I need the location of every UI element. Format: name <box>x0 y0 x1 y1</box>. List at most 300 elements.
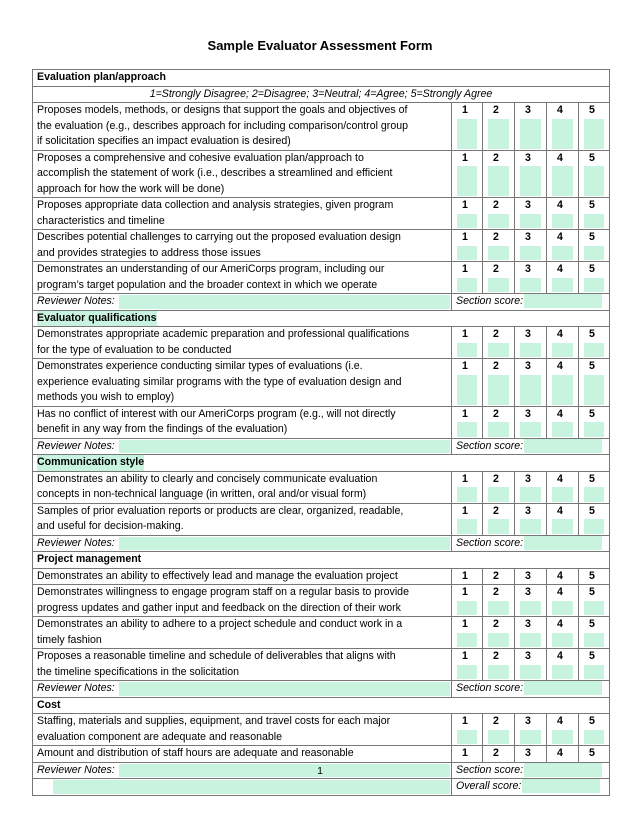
rating-option-1[interactable]: 1 <box>462 199 468 211</box>
rating-input-field[interactable] <box>457 375 477 405</box>
rating-option-2[interactable]: 2 <box>493 104 499 116</box>
rating-option-1[interactable]: 1 <box>462 151 468 164</box>
rating-option-2[interactable]: 2 <box>493 586 499 598</box>
rating-input-field[interactable] <box>457 422 477 437</box>
rating-option-3[interactable]: 3 <box>525 360 531 372</box>
rating-cell <box>547 585 579 617</box>
criterion-line: and provides strategies to address those issues <box>37 246 261 259</box>
rating-cell <box>579 150 610 198</box>
rating-cell <box>452 262 483 294</box>
rating-option-3[interactable]: 3 <box>525 231 531 243</box>
section-title: Communication style <box>37 455 144 471</box>
rating-cell <box>547 617 579 649</box>
rating-option-3[interactable]: 3 <box>525 569 531 582</box>
rating-option-5[interactable]: 5 <box>589 104 595 116</box>
rating-cell <box>579 103 610 151</box>
section-header-row <box>33 310 610 327</box>
rating-input-field[interactable] <box>520 246 541 261</box>
criterion-text <box>33 230 452 262</box>
rating-option-1[interactable]: 1 <box>462 504 468 517</box>
rating-cell <box>547 406 579 438</box>
section-score-field[interactable] <box>524 294 602 308</box>
rating-option-3[interactable]: 3 <box>525 650 531 662</box>
criterion-line: timely fashion <box>37 633 102 646</box>
rating-cell <box>579 714 610 746</box>
rating-cell <box>452 746 483 763</box>
rating-cell <box>515 327 547 359</box>
rating-cell <box>483 568 515 585</box>
rating-option-4[interactable]: 4 <box>557 199 563 211</box>
rating-input-field[interactable] <box>520 665 541 680</box>
criterion-line: Describes potential challenges to carrying out the proposed evaluation design <box>37 231 401 243</box>
rating-input-field[interactable] <box>520 730 541 745</box>
rating-option-1[interactable]: 1 <box>462 586 468 598</box>
rating-option-5[interactable]: 5 <box>589 328 595 340</box>
rating-option-3[interactable]: 3 <box>525 472 531 485</box>
rating-cell <box>483 406 515 438</box>
rating-option-5[interactable]: 5 <box>589 618 595 630</box>
rating-input-field[interactable] <box>488 375 509 405</box>
rating-input-field[interactable] <box>584 422 604 437</box>
rating-option-4[interactable]: 4 <box>557 104 563 116</box>
section-header-row <box>33 455 610 472</box>
rating-input-field[interactable] <box>584 730 604 745</box>
reviewer-notes-field[interactable] <box>119 295 450 309</box>
rating-input-field[interactable] <box>457 665 477 680</box>
rating-input-field[interactable] <box>520 633 541 648</box>
section-header-row <box>33 70 610 87</box>
rating-option-5[interactable]: 5 <box>589 231 595 243</box>
rating-input-field[interactable] <box>457 487 477 502</box>
rating-input-field[interactable] <box>457 601 477 616</box>
rating-option-2[interactable]: 2 <box>493 747 499 759</box>
rating-option-1[interactable]: 1 <box>462 747 468 759</box>
criterion-row <box>33 471 610 503</box>
rating-option-4[interactable]: 4 <box>557 618 563 630</box>
criterion-line: Demonstrates appropriate academic preparation and professional qualifications <box>37 328 410 340</box>
criterion-text <box>33 568 452 585</box>
rating-cell <box>452 617 483 649</box>
rating-input-field[interactable] <box>584 601 604 616</box>
criterion-line: approach for how the work will be done) <box>37 182 225 195</box>
rating-input-field[interactable] <box>520 422 541 437</box>
rating-cell <box>483 327 515 359</box>
section-header-row <box>33 697 610 714</box>
rating-option-5[interactable]: 5 <box>589 504 595 517</box>
rating-input-field[interactable] <box>520 214 541 229</box>
rating-cell <box>452 359 483 407</box>
criterion-line: the evaluation (e.g., describes approach for including comparison/control group <box>37 119 408 132</box>
rating-option-1[interactable]: 1 <box>462 360 468 372</box>
section-header-row <box>33 552 610 569</box>
rating-option-2[interactable]: 2 <box>493 472 499 485</box>
rating-input-field[interactable] <box>488 730 509 745</box>
reviewer-notes-field[interactable] <box>119 537 450 551</box>
rating-input-field[interactable] <box>584 665 604 680</box>
rating-option-4[interactable]: 4 <box>557 407 563 420</box>
rating-cell <box>515 585 547 617</box>
rating-cell <box>515 198 547 230</box>
rating-cell <box>547 503 579 535</box>
rating-option-2[interactable]: 2 <box>493 328 499 340</box>
rating-option-3[interactable]: 3 <box>525 586 531 598</box>
rating-option-2[interactable]: 2 <box>493 618 499 630</box>
rating-cell <box>515 746 547 763</box>
rating-cell <box>483 714 515 746</box>
rating-input-field[interactable] <box>552 214 573 229</box>
rating-option-5[interactable]: 5 <box>589 650 595 662</box>
criterion-row <box>33 746 610 763</box>
rating-cell <box>515 714 547 746</box>
criterion-line: methods you wish to employ) <box>37 391 175 403</box>
rating-input-field[interactable] <box>457 343 477 358</box>
rating-cell <box>547 327 579 359</box>
rating-input-field[interactable] <box>552 278 573 293</box>
criterion-line: if solicitation specifies an impact evaluation is desired) <box>37 135 291 147</box>
rating-option-3[interactable]: 3 <box>525 263 531 275</box>
rating-input-field[interactable] <box>520 166 541 196</box>
rating-input-field[interactable] <box>584 278 604 293</box>
rating-cell <box>452 230 483 262</box>
rating-cell <box>483 617 515 649</box>
rating-option-2[interactable]: 2 <box>493 504 499 517</box>
rating-option-5[interactable]: 5 <box>589 151 595 164</box>
rating-option-5[interactable]: 5 <box>589 472 595 485</box>
rating-option-4[interactable]: 4 <box>557 328 563 340</box>
rating-option-1[interactable]: 1 <box>462 569 468 582</box>
rating-input-field[interactable] <box>552 375 573 405</box>
page-number: 1 <box>317 765 323 777</box>
rating-option-1[interactable]: 1 <box>462 263 468 275</box>
reviewer-notes-field[interactable] <box>119 440 450 454</box>
rating-input-field[interactable] <box>552 730 573 745</box>
rating-input-field[interactable] <box>488 246 509 261</box>
section-score-field[interactable] <box>524 439 602 453</box>
rating-option-2[interactable]: 2 <box>493 715 499 727</box>
criterion-text <box>33 359 452 407</box>
rating-option-2[interactable]: 2 <box>493 569 499 582</box>
rating-input-field[interactable] <box>457 246 477 261</box>
criterion-line: progress updates and gather input and feedback on the direction of their work <box>37 601 401 614</box>
rating-input-field[interactable] <box>552 633 573 648</box>
rating-cell <box>579 585 610 617</box>
rating-cell <box>452 198 483 230</box>
rating-cell <box>547 746 579 763</box>
rating-input-field[interactable] <box>552 166 573 196</box>
rating-option-3[interactable]: 3 <box>525 715 531 727</box>
reviewer-notes-label: Reviewer Notes: <box>37 295 115 307</box>
criterion-line: Proposes models, methods, or designs that support the goals and objectives of <box>37 104 408 116</box>
rating-input-field[interactable] <box>552 665 573 680</box>
rating-cell <box>579 503 610 535</box>
criterion-row <box>33 262 610 294</box>
rating-cell <box>515 503 547 535</box>
rating-input-field[interactable] <box>552 343 573 358</box>
rating-cell <box>547 262 579 294</box>
section-score-label: Section score: <box>456 295 524 307</box>
rating-input-field[interactable] <box>520 375 541 405</box>
rating-input-field[interactable] <box>520 487 541 502</box>
criterion-line: Demonstrates an ability to clearly and concisely communicate evaluation <box>37 472 378 485</box>
criterion-row <box>33 230 610 262</box>
criterion-row <box>33 327 610 359</box>
rating-cell <box>483 198 515 230</box>
rating-option-5[interactable]: 5 <box>589 360 595 372</box>
criterion-text <box>33 471 452 503</box>
criterion-text <box>33 649 452 681</box>
criterion-text <box>33 103 452 151</box>
rating-input-field[interactable] <box>584 214 604 229</box>
rating-option-3[interactable]: 3 <box>525 504 531 517</box>
rating-cell <box>547 150 579 198</box>
rating-option-4[interactable]: 4 <box>557 504 563 517</box>
rating-input-field[interactable] <box>520 519 541 534</box>
rating-cell <box>515 568 547 585</box>
criterion-row <box>33 585 610 617</box>
overall-notes-field[interactable] <box>53 780 450 794</box>
rating-option-5[interactable]: 5 <box>589 569 595 582</box>
rating-input-field[interactable] <box>584 166 604 196</box>
rating-option-2[interactable]: 2 <box>493 231 499 243</box>
reviewer-notes-row <box>33 681 610 698</box>
criterion-line: Samples of prior evaluation reports or products are clear, organized, readable, <box>37 504 404 517</box>
rating-input-field[interactable] <box>457 214 477 229</box>
rating-cell <box>483 359 515 407</box>
overall-score-row <box>33 779 610 796</box>
section-title: Evaluator qualifications <box>37 311 157 327</box>
criterion-row <box>33 617 610 649</box>
rating-input-field[interactable] <box>584 119 604 149</box>
rating-input-field[interactable] <box>584 343 604 358</box>
criterion-text <box>33 617 452 649</box>
rating-input-field[interactable] <box>488 214 509 229</box>
rating-cell <box>452 103 483 151</box>
rating-option-5[interactable]: 5 <box>589 747 595 759</box>
rating-option-5[interactable]: 5 <box>589 407 595 420</box>
criterion-line: Staffing, materials and supplies, equipment, and travel costs for each major <box>37 715 391 727</box>
criterion-line: program’s target population and the broader context in which we operate <box>37 278 378 291</box>
rating-cell <box>483 585 515 617</box>
section-title: Project management <box>37 553 142 565</box>
rating-input-field[interactable] <box>457 519 477 534</box>
rating-option-2[interactable]: 2 <box>493 263 499 275</box>
rating-option-4[interactable]: 4 <box>557 360 563 372</box>
rating-input-field[interactable] <box>584 633 604 648</box>
rating-cell <box>547 649 579 681</box>
rating-cell <box>515 359 547 407</box>
rating-option-1[interactable]: 1 <box>462 650 468 662</box>
rating-input-field[interactable] <box>488 422 509 437</box>
rating-input-field[interactable] <box>488 487 509 502</box>
rating-option-4[interactable]: 4 <box>557 747 563 759</box>
rating-input-field[interactable] <box>520 119 541 149</box>
rating-cell <box>579 746 610 763</box>
criterion-text <box>33 406 452 438</box>
criterion-line: Demonstrates experience conducting similar types of evaluations (i.e. <box>37 360 363 372</box>
rating-cell <box>483 230 515 262</box>
rating-option-1[interactable]: 1 <box>462 618 468 630</box>
criterion-line: Has no conflict of interest with our AmeriCorps program (e.g., will not directly <box>37 407 396 420</box>
criterion-line: accomplish the statement of work (i.e., describes a streamlined and efficient <box>37 167 393 179</box>
rating-input-field[interactable] <box>488 166 509 196</box>
criterion-line: for the type of evaluation to be conducted <box>37 343 232 356</box>
rating-option-3[interactable]: 3 <box>525 328 531 340</box>
rating-cell <box>452 649 483 681</box>
rating-option-4[interactable]: 4 <box>557 263 563 275</box>
rating-option-4[interactable]: 4 <box>557 151 563 164</box>
overall-score-field[interactable] <box>522 779 600 793</box>
reviewer-notes-label: Reviewer Notes: <box>37 682 115 694</box>
criterion-line: Demonstrates an understanding of our AmeriCorps program, including our <box>37 263 385 275</box>
rating-input-field[interactable] <box>457 730 477 745</box>
criterion-text <box>33 503 452 535</box>
rating-cell <box>452 585 483 617</box>
rating-cell <box>547 359 579 407</box>
page-title: Sample Evaluator Assessment Form <box>207 38 433 53</box>
rating-cell <box>452 150 483 198</box>
rating-cell <box>547 198 579 230</box>
rating-input-field[interactable] <box>584 487 604 502</box>
rating-input-field[interactable] <box>457 278 477 293</box>
rating-input-field[interactable] <box>488 119 509 149</box>
rating-option-3[interactable]: 3 <box>525 151 531 164</box>
rating-option-3[interactable]: 3 <box>525 104 531 116</box>
rating-option-1[interactable]: 1 <box>462 407 468 420</box>
rating-option-1[interactable]: 1 <box>462 715 468 727</box>
section-score-field[interactable] <box>524 681 602 695</box>
section-score-field[interactable] <box>524 536 602 550</box>
rating-cell <box>547 714 579 746</box>
rating-input-field[interactable] <box>488 601 509 616</box>
assessment-table <box>32 69 610 796</box>
rating-cell <box>579 471 610 503</box>
reviewer-notes-row <box>33 535 610 552</box>
rating-option-3[interactable]: 3 <box>525 618 531 630</box>
rating-input-field[interactable] <box>552 422 573 437</box>
criterion-text <box>33 746 452 763</box>
criterion-row <box>33 568 610 585</box>
criterion-row <box>33 503 610 535</box>
criterion-row <box>33 198 610 230</box>
reviewer-notes-label: Reviewer Notes: <box>37 763 115 776</box>
criterion-text <box>33 198 452 230</box>
rating-option-5[interactable]: 5 <box>589 715 595 727</box>
section-score-label: Section score: <box>456 682 524 694</box>
rating-option-5[interactable]: 5 <box>589 199 595 211</box>
rating-cell <box>452 503 483 535</box>
rating-input-field[interactable] <box>488 278 509 293</box>
rating-input-field[interactable] <box>552 519 573 534</box>
rating-option-2[interactable]: 2 <box>493 407 499 420</box>
rating-option-3[interactable]: 3 <box>525 199 531 211</box>
rating-cell <box>483 746 515 763</box>
rating-input-field[interactable] <box>457 119 477 149</box>
rating-input-field[interactable] <box>552 246 573 261</box>
rating-cell <box>452 568 483 585</box>
rating-cell <box>483 150 515 198</box>
rating-cell <box>515 471 547 503</box>
rating-option-5[interactable]: 5 <box>589 586 595 598</box>
rating-input-field[interactable] <box>552 119 573 149</box>
rating-cell <box>483 262 515 294</box>
criterion-row <box>33 649 610 681</box>
rating-option-3[interactable]: 3 <box>525 747 531 759</box>
rating-input-field[interactable] <box>488 633 509 648</box>
criterion-line: and useful for decision-making. <box>37 520 184 532</box>
criterion-text <box>33 150 452 198</box>
rating-option-4[interactable]: 4 <box>557 715 563 727</box>
rating-cell <box>579 327 610 359</box>
section-title: Evaluation plan/approach <box>37 71 166 83</box>
rating-option-2[interactable]: 2 <box>493 360 499 372</box>
rating-input-field[interactable] <box>584 519 604 534</box>
rating-cell <box>515 406 547 438</box>
reviewer-notes-label: Reviewer Notes: <box>37 439 115 452</box>
criterion-text <box>33 585 452 617</box>
rating-option-4[interactable]: 4 <box>557 586 563 598</box>
rating-cell <box>515 230 547 262</box>
rating-cell <box>579 198 610 230</box>
rating-cell <box>515 262 547 294</box>
section-score-label: Section score: <box>456 763 524 776</box>
rating-input-field[interactable] <box>520 278 541 293</box>
rating-option-1[interactable]: 1 <box>462 104 468 116</box>
overall-score-label: Overall score: <box>456 780 522 792</box>
rating-option-2[interactable]: 2 <box>493 199 499 211</box>
reviewer-notes-label: Reviewer Notes: <box>37 536 115 549</box>
rating-input-field[interactable] <box>457 166 477 196</box>
rating-option-1[interactable]: 1 <box>462 472 468 485</box>
rating-input-field[interactable] <box>520 343 541 358</box>
reviewer-notes-row <box>33 438 610 455</box>
rating-option-4[interactable]: 4 <box>557 569 563 582</box>
rating-option-1[interactable]: 1 <box>462 328 468 340</box>
reviewer-notes-field[interactable] <box>119 682 450 696</box>
rating-input-field[interactable] <box>552 487 573 502</box>
criterion-line: experience evaluating similar programs with the type of evaluation design and <box>37 375 402 388</box>
criterion-row <box>33 150 610 198</box>
rating-scale: 1=Strongly Disagree; 2=Disagree; 3=Neutral; 4=Agree; 5=Strongly Agree <box>33 86 610 103</box>
criterion-line: benefit in any way from the findings of the evaluation) <box>37 423 288 435</box>
rating-input-field[interactable] <box>584 246 604 261</box>
section-score-label: Section score: <box>456 439 524 452</box>
criterion-line: Proposes a reasonable timeline and schedule of deliverables that aligns with <box>37 650 396 662</box>
rating-option-5[interactable]: 5 <box>589 263 595 275</box>
criterion-line: Amount and distribution of staff hours are adequate and reasonable <box>37 747 354 759</box>
rating-option-1[interactable]: 1 <box>462 231 468 243</box>
criterion-row <box>33 714 610 746</box>
rating-option-4[interactable]: 4 <box>557 472 563 485</box>
rating-option-2[interactable]: 2 <box>493 151 499 164</box>
criterion-line: Demonstrates an ability to adhere to a project schedule and conduct work in a <box>37 618 403 630</box>
rating-cell <box>579 406 610 438</box>
rating-input-field[interactable] <box>488 519 509 534</box>
rating-cell <box>515 617 547 649</box>
rating-option-3[interactable]: 3 <box>525 407 531 420</box>
rating-input-field[interactable] <box>488 665 509 680</box>
rating-option-4[interactable]: 4 <box>557 650 563 662</box>
rating-option-2[interactable]: 2 <box>493 650 499 662</box>
rating-cell <box>579 568 610 585</box>
rating-input-field[interactable] <box>488 343 509 358</box>
rating-input-field[interactable] <box>520 601 541 616</box>
rating-cell <box>452 714 483 746</box>
rating-input-field[interactable] <box>457 633 477 648</box>
rating-input-field[interactable] <box>552 601 573 616</box>
criterion-text <box>33 327 452 359</box>
rating-input-field[interactable] <box>584 375 604 405</box>
rating-option-4[interactable]: 4 <box>557 231 563 243</box>
